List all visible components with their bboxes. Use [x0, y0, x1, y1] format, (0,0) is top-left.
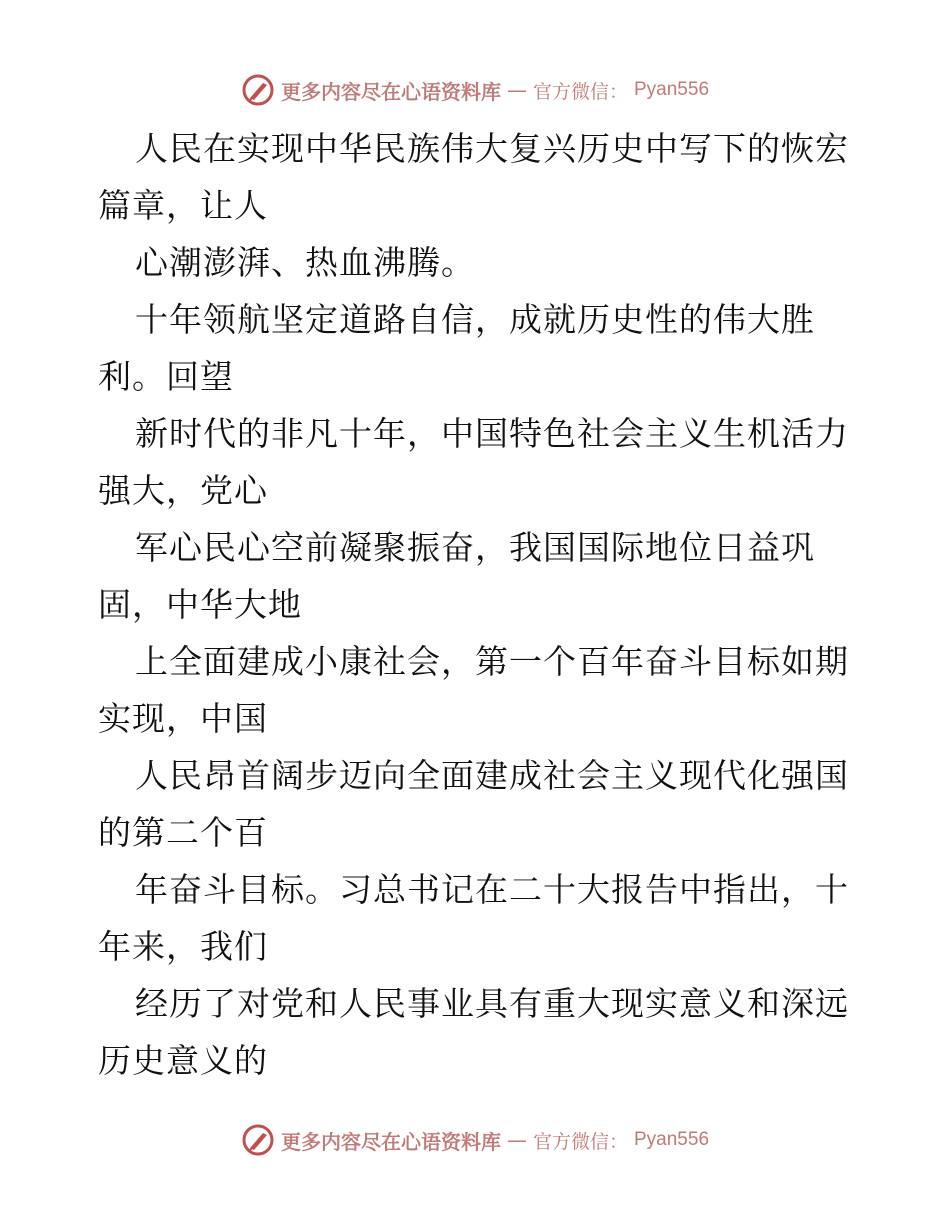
document-body — [98, 120, 858, 1089]
text-line: 新时代的非凡十年，中国特色社会主义生机活力 — [135, 414, 849, 453]
watermark-wechat-id: Pyan556 — [634, 1129, 710, 1150]
watermark-wechat-id: Pyan556 — [634, 79, 710, 100]
text-line: 固，中华大地 — [98, 585, 302, 624]
text-line: 利。回望 — [98, 357, 234, 396]
text-line: 年奋斗目标。习总书记在二十大报告中指出，十 — [135, 870, 849, 909]
text-line: 年来，我们 — [98, 927, 268, 966]
header-watermark — [0, 70, 950, 110]
footer-watermark — [0, 1120, 950, 1160]
text-line: 人民在实现中华民族伟大复兴历史中写下的恢宏 — [135, 129, 849, 168]
watermark-official-label: 官方微信： — [532, 80, 628, 103]
watermark-dash: — — [506, 78, 527, 102]
text-line: 的第二个百 — [98, 813, 268, 852]
text-line: 人民昂首阔步迈向全面建成社会主义现代化强国 — [135, 756, 849, 795]
quill-logo-icon — [241, 1123, 275, 1157]
text-line: 上全面建成小康社会，第一个百年奋斗目标如期 — [135, 642, 849, 681]
watermark-official-label: 官方微信： — [532, 1130, 628, 1153]
text-line: 强大，党心 — [98, 471, 268, 510]
text-line: 篇章，让人 — [98, 186, 268, 225]
watermark-site-name: 更多内容尽在心语资料库 — [280, 1129, 501, 1154]
text-line: 实现，中国 — [98, 699, 268, 738]
watermark-dash: — — [506, 1128, 527, 1152]
text-line: 心潮澎湃、热血沸腾。 — [135, 243, 475, 282]
text-line: 经历了对党和人民事业具有重大现实意义和深远 — [135, 984, 849, 1023]
quill-logo-icon — [241, 73, 275, 107]
text-line: 军心民心空前凝聚振奋，我国国际地位日益巩 — [135, 528, 815, 567]
text-line: 十年领航坚定道路自信，成就历史性的伟大胜 — [135, 300, 815, 339]
watermark-site-name: 更多内容尽在心语资料库 — [280, 79, 501, 104]
text-line: 历史意义的 — [98, 1041, 268, 1080]
